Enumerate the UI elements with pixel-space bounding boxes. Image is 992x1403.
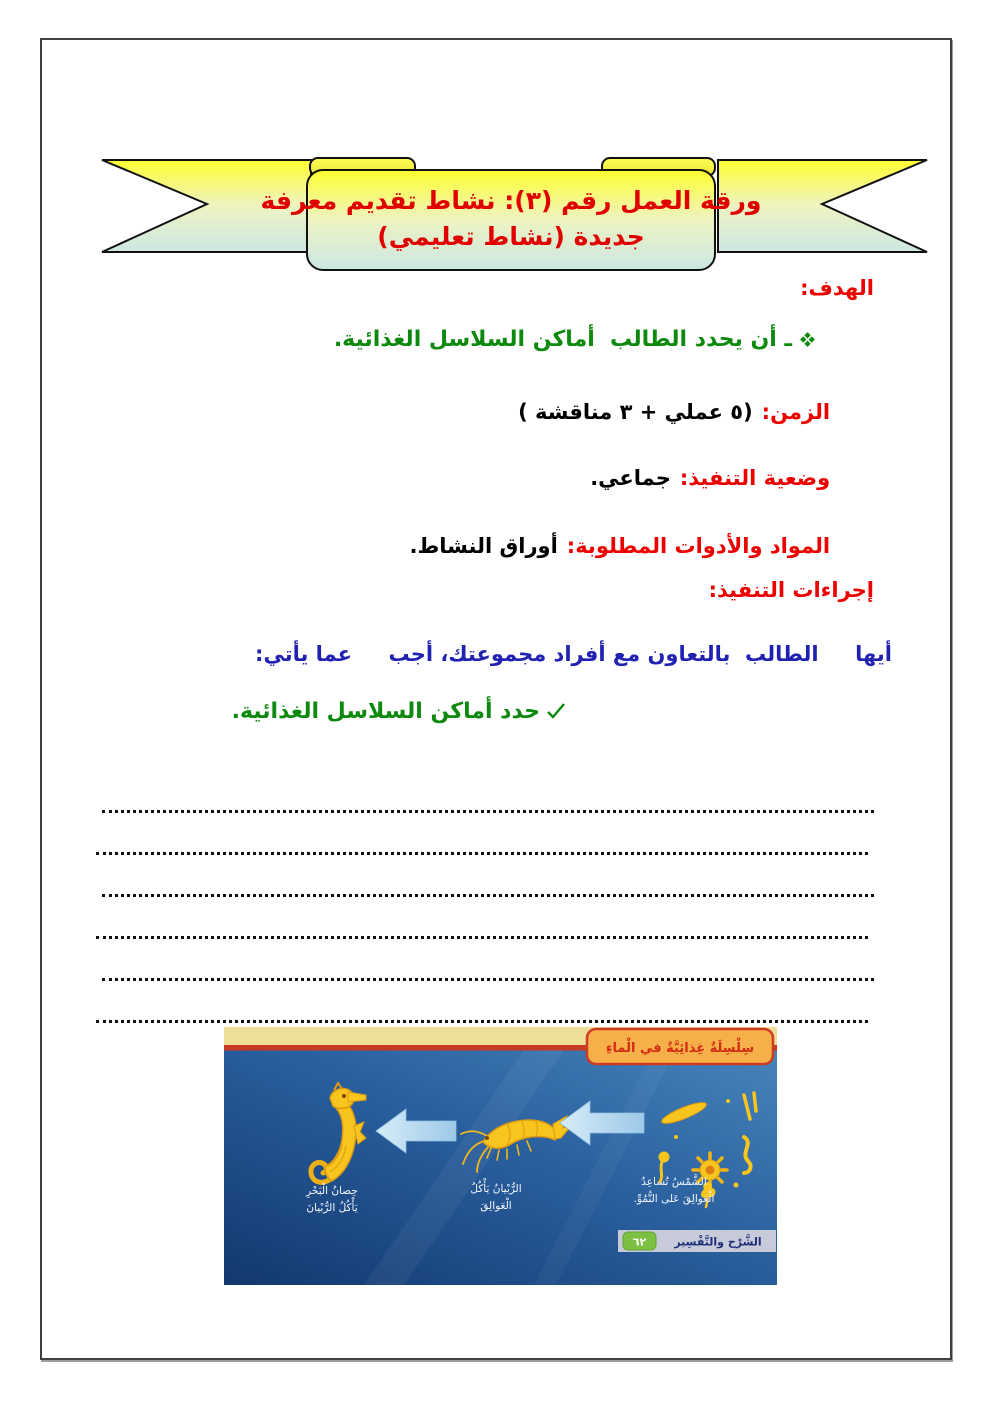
materials-line	[409, 510, 874, 582]
food-chain-figure	[224, 1027, 777, 1285]
instruction-line: أيها الطالب بالتعاون مع أفراد مجموعتك، أجب عما يأتي:	[255, 642, 892, 666]
seahorse-caption-line2: يَأْكُلُ الرُّبْيانَ	[306, 1202, 358, 1214]
goal-heading: الهدف:	[800, 276, 874, 300]
answer-dotted-line	[102, 771, 874, 813]
shrimp-caption-line2: الْعَوالِقَ	[480, 1200, 512, 1212]
mode-label: وضعية التنفيذ:	[679, 466, 831, 491]
page-number: ٦٢	[632, 1235, 647, 1249]
goal-line	[334, 302, 862, 380]
answer-dotted-line	[96, 813, 868, 855]
seahorse-caption-line1: حِصانُ الْبَحْرِ	[306, 1185, 358, 1197]
answer-dotted-line	[102, 939, 874, 981]
task-line	[232, 674, 612, 752]
procedures-heading: إجراءات التنفيذ:	[708, 578, 874, 602]
clover-diamond-icon	[799, 329, 816, 354]
mode-value: جماعي.	[590, 466, 671, 491]
answer-lines	[102, 771, 874, 1023]
task-text: حدد أماكن السلاسل الغذائية.	[231, 699, 541, 725]
answer-dotted-line	[102, 855, 874, 897]
plankton-caption-line2: الْعَوالِقَ عَلى النُّمُوِّ.	[633, 1193, 715, 1205]
answer-dotted-line	[96, 897, 868, 939]
plankton-caption-line1: الشَّمْسُ تُساعِدُ	[641, 1176, 707, 1188]
time-value: (٥ عملي + ٣ مناقشة )	[518, 400, 753, 425]
figure-title: سِلْسِلَةٌ غِذائِيَّةٌ في الْماءِ	[605, 1041, 755, 1056]
checkmark-icon	[546, 701, 566, 726]
banner-title-line1: ورقة العمل رقم (٣): نشاط تقديم معرفة	[260, 186, 762, 215]
answer-dotted-line	[96, 981, 868, 1023]
materials-value: أوراق النشاط.	[409, 534, 558, 559]
banner-title-line2: جديدة (نشاط تعليمي)	[377, 222, 645, 251]
ribbon-scroll-body	[307, 170, 715, 270]
shrimp-caption-line1: الرُّبْيانُ يَأْكُلُ	[470, 1183, 522, 1195]
figure-footer-text: الشَّرْح والتَّفْسِير	[674, 1235, 762, 1249]
page-border-frame	[40, 38, 952, 1360]
mode-line	[590, 442, 874, 514]
time-label: الزمن:	[761, 400, 831, 425]
goal-text: ـ أن يحدد الطالب أماكن السلاسل الغذائية.	[333, 327, 793, 353]
materials-label: المواد والأدوات المطلوبة:	[566, 534, 831, 559]
title-ribbon-banner	[94, 155, 934, 277]
time-line	[518, 376, 874, 448]
